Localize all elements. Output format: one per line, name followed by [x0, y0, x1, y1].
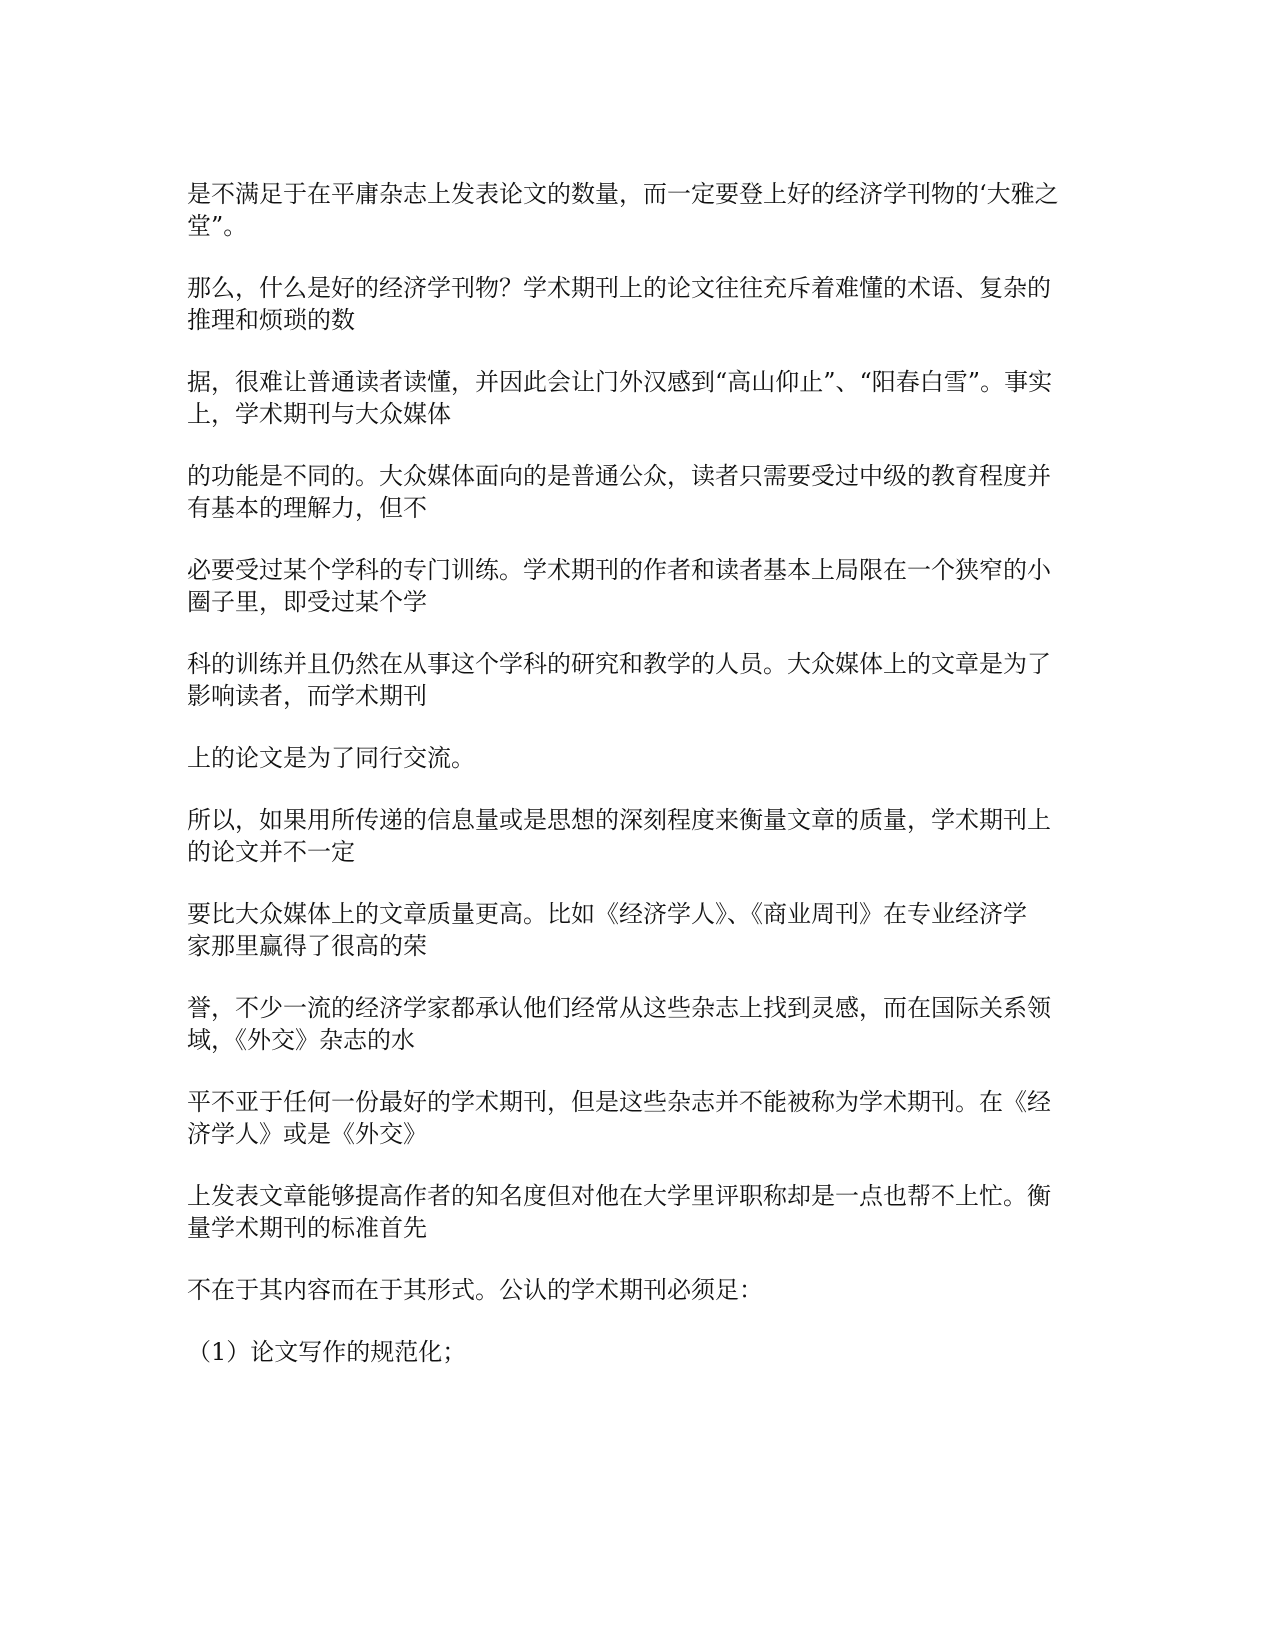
text-line: 圈子里，即受过某个学 — [187, 588, 427, 616]
text-line: （1）论文写作的规范化； — [187, 1338, 467, 1366]
paragraph-9 — [187, 898, 1087, 962]
text-line: 家那里赢得了很高的荣 — [187, 932, 427, 960]
text-line: 上，学术期刊与大众媒体 — [187, 400, 451, 428]
paragraph-10 — [187, 992, 1087, 1056]
text-line: 影响读者，而学术期刊 — [187, 682, 427, 710]
text-line: 誉，不少一流的经济学家都承认他们经常从这些杂志上找到灵感，而在国际关系领 — [187, 994, 1051, 1022]
text-line: 推理和烦琐的数 — [187, 306, 355, 334]
document-page — [187, 178, 1087, 1398]
paragraph-7 — [187, 742, 1087, 774]
text-line: 所以，如果用所传递的信息量或是思想的深刻程度来衡量文章的质量，学术期刊上 — [187, 806, 1051, 834]
paragraph-3 — [187, 366, 1087, 430]
text-line: 要比大众媒体上的文章质量更高。比如《经济学人》、《商业周刊》在专业经济学 — [187, 900, 1027, 928]
text-line: 的功能是不同的。大众媒体面向的是普通公众，读者只需要受过中级的教育程度并 — [187, 462, 1051, 490]
paragraph-5 — [187, 554, 1087, 618]
paragraph-2 — [187, 272, 1087, 336]
text-line: 的论文并不一定 — [187, 838, 355, 866]
text-line: 据，很难让普通读者读懂，并因此会让门外汉感到“高山仰止”、“阳春白雪”。事实 — [187, 368, 1053, 396]
paragraph-1 — [187, 178, 1087, 242]
paragraph-6 — [187, 648, 1087, 712]
paragraph-11 — [187, 1086, 1087, 1150]
paragraph-12 — [187, 1180, 1087, 1244]
paragraph-8 — [187, 804, 1087, 868]
text-line: 有基本的理解力，但不 — [187, 494, 427, 522]
text-line: 上的论文是为了同行交流。 — [187, 744, 475, 772]
text-line: 堂”。 — [187, 212, 248, 240]
list-item-1 — [187, 1336, 1087, 1368]
text-line: 是不满足于在平庸杂志上发表论文的数量，而一定要登上好的经济学刊物的‘大雅之 — [187, 180, 1059, 208]
text-line: 域，《外交》杂志的水 — [187, 1026, 415, 1054]
text-line: 上发表文章能够提高作者的知名度但对他在大学里评职称却是一点也帮不上忙。衡 — [187, 1182, 1051, 1210]
paragraph-13 — [187, 1274, 1087, 1306]
text-line: 平不亚于任何一份最好的学术期刊，但是这些杂志并不能被称为学术期刊。在《经 — [187, 1088, 1051, 1116]
paragraph-4 — [187, 460, 1087, 524]
text-line: 济学人》或是《外交》 — [187, 1120, 427, 1148]
text-line: 那么，什么是好的经济学刊物？学术期刊上的论文往往充斥着难懂的术语、复杂的 — [187, 274, 1051, 302]
text-line: 量学术期刊的标准首先 — [187, 1214, 427, 1242]
text-line: 必要受过某个学科的专门训练。学术期刊的作者和读者基本上局限在一个狭窄的小 — [187, 556, 1051, 584]
text-line: 不在于其内容而在于其形式。公认的学术期刊必须足： — [187, 1276, 763, 1304]
text-line: 科的训练并且仍然在从事这个学科的研究和教学的人员。大众媒体上的文章是为了 — [187, 650, 1051, 678]
